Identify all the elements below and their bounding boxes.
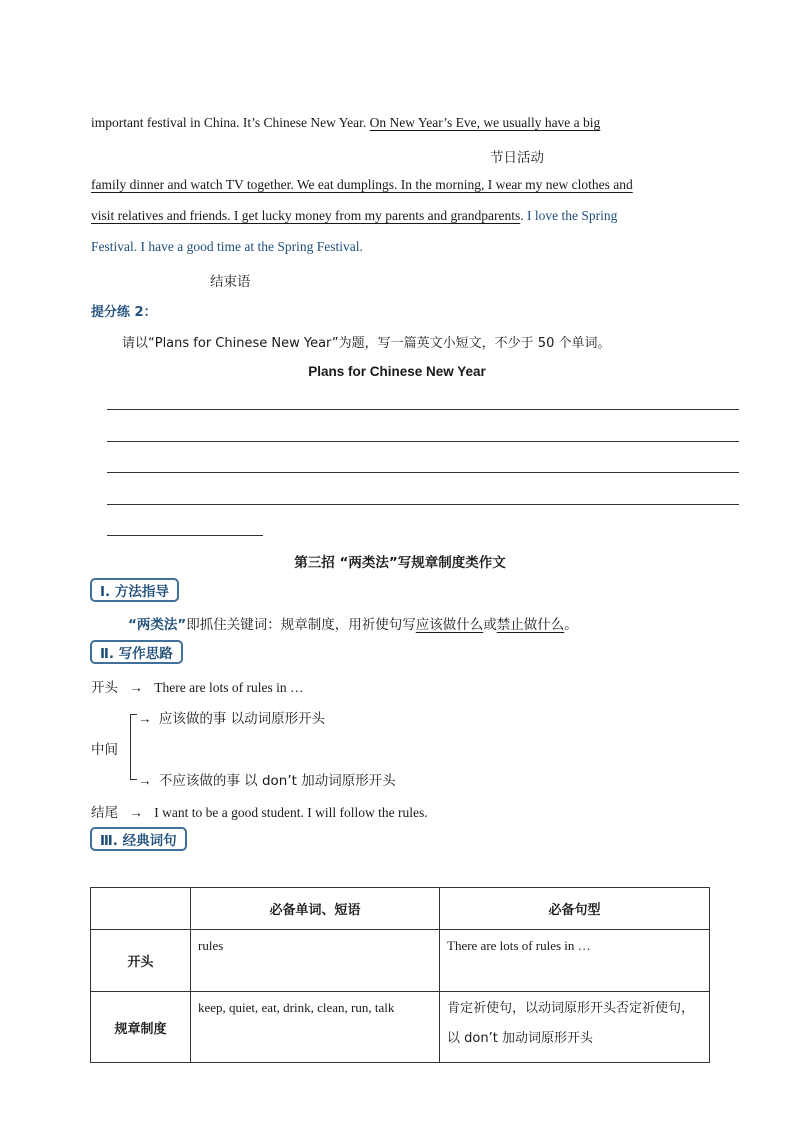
passage-line-2 <box>91 177 633 193</box>
phrases-table <box>90 887 710 1063</box>
brace-icon <box>130 714 137 780</box>
passage-line-3-blue: I love the Spring <box>523 208 618 223</box>
table-row-label: 规章制度 <box>91 992 191 1063</box>
passage-line-3-underlined: visit relatives and friends. I get lucky money from my parents and grandparents <box>91 208 521 223</box>
table-col-sentences: 必备句型 <box>440 888 710 930</box>
outline-end <box>91 801 428 821</box>
table-cell-words: keep, quiet, eat, drink, clean, run, talk <box>191 992 440 1063</box>
passage-line-1-underlined: On New Year’s Eve, we usually have a big <box>369 115 601 130</box>
method-text <box>128 613 578 633</box>
outline-heading: Ⅱ. 写作思路 <box>90 640 183 664</box>
arrow-icon: → <box>138 773 152 788</box>
outline-middle-item-2 <box>138 769 396 789</box>
method-mid: 即抓住关键词：规章制度，用祈使句写 <box>186 617 416 633</box>
passage-line-3-end: . <box>520 208 524 223</box>
table-row-label: 开头 <box>91 930 191 992</box>
method-heading: Ⅰ. 方法指导 <box>90 578 179 602</box>
outline-start-label: 开头 <box>91 680 118 696</box>
passage-line-2-underlined: family dinner and watch TV together. We eat dumplings. In the morning, I wear my new clothes and <box>91 177 633 192</box>
table-cell-sentences: There are lots of rules in … <box>440 930 710 992</box>
method-end: 。 <box>564 617 578 633</box>
table-cell-words: rules <box>191 930 440 992</box>
ending-annotation: 结束语 <box>210 274 251 290</box>
writing-line[interactable] <box>107 472 739 473</box>
phrases-heading: Ⅲ. 经典词句 <box>90 827 187 851</box>
outline-middle-item-1 <box>138 707 325 727</box>
activities-annotation: 节日活动 <box>490 150 544 166</box>
method-forbid: 禁止做什么 <box>496 617 565 633</box>
outline-start-text: There are lots of rules in … <box>154 680 304 695</box>
outline-start <box>91 676 303 696</box>
arrow-icon: → <box>138 711 152 726</box>
table-col-words: 必备单词、短语 <box>191 888 440 930</box>
writing-line-short[interactable] <box>107 535 263 536</box>
table-row <box>91 930 710 992</box>
exercise-title: Plans for Chinese New Year <box>308 364 486 379</box>
section-title: 第三招 “两类法”写规章制度类作文 <box>294 555 506 571</box>
method-should: 应该做什么 <box>415 617 484 633</box>
exercise-label: 提分练 2： <box>91 305 157 320</box>
arrow-icon: → <box>129 680 143 695</box>
outline-middle-label: 中间 <box>91 742 118 758</box>
exercise-prompt: 请以“Plans for Chinese New Year”为题，写一篇英文小短文，不少于 50 个单词。 <box>122 336 611 351</box>
writing-line[interactable] <box>107 409 739 410</box>
arrow-icon: → <box>129 805 143 820</box>
table-row <box>91 992 710 1063</box>
outline-middle-item-2-text: 不应该做的事 以 don’t 加动词原形开头 <box>158 773 396 789</box>
outline-end-text: I want to be a good student. I will follow the rules. <box>154 805 428 820</box>
passage-line-3 <box>91 208 617 224</box>
method-quote: “两类法” <box>128 617 187 633</box>
table-corner-cell <box>91 888 191 930</box>
method-or: 或 <box>483 617 497 633</box>
writing-line[interactable] <box>107 441 739 442</box>
outline-end-label: 结尾 <box>91 805 118 821</box>
table-header-row <box>91 888 710 930</box>
writing-line[interactable] <box>107 504 739 505</box>
passage-line-4: Festival. I have a good time at the Spring Festival. <box>91 239 363 254</box>
passage-line-1-plain: important festival in China. It’s Chinese New Year. <box>91 115 367 130</box>
passage-line-1 <box>91 115 600 131</box>
table-cell-sentences: 肯定祈使句，以动词原形开头否定祈使句，以 don’t 加动词原形开头 <box>440 992 710 1063</box>
outline-middle-item-1-text: 应该做的事 以动词原形开头 <box>158 711 326 727</box>
